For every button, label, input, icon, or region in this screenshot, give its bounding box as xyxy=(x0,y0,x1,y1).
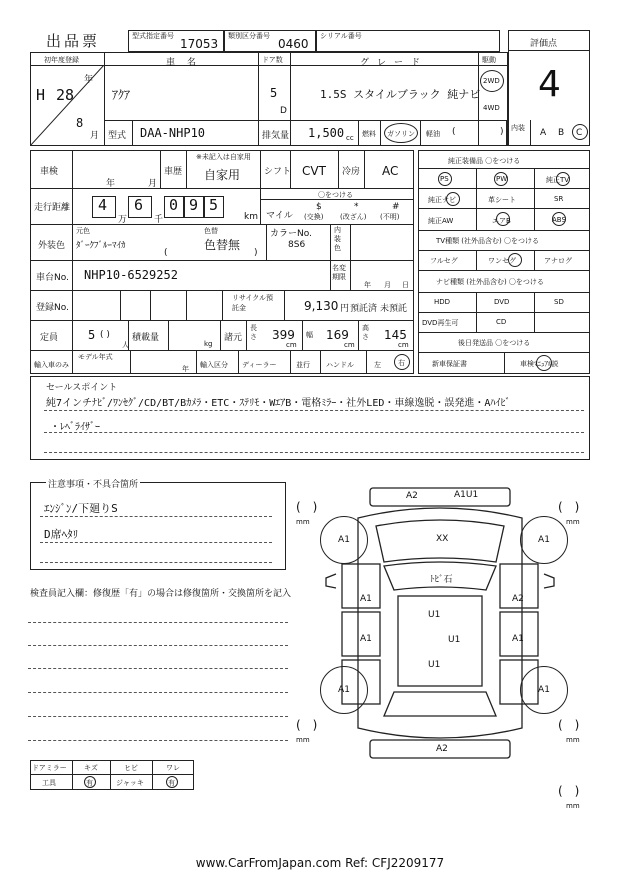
tread-front-left: ( ) xyxy=(296,500,318,514)
drive-label: 駆動 xyxy=(482,56,496,64)
mark-left-front-door: A1 xyxy=(360,594,372,604)
doors-value: 5 xyxy=(270,86,278,100)
grade-label: グレード xyxy=(360,58,429,68)
width-label: 幅 xyxy=(306,331,313,339)
score-value: 4 xyxy=(538,64,561,105)
nav-dvd[interactable]: DVD xyxy=(494,298,510,306)
width-value: 169 xyxy=(326,328,349,342)
sheet-title: 出品票 xyxy=(46,32,101,50)
tv-oneseg[interactable]: ワンセグ xyxy=(488,257,516,265)
class-number-value: 0460 xyxy=(278,37,309,51)
length-unit: cm xyxy=(286,341,297,349)
mark-right-rear-door: A1 xyxy=(512,634,524,644)
color-label: 外装色 xyxy=(38,241,66,251)
interior-a[interactable]: A xyxy=(540,128,547,138)
recycle-not[interactable]: 未預託 xyxy=(380,304,408,314)
shift-label: シフト xyxy=(264,167,292,177)
mileage-opt-exchange-sym: $ xyxy=(316,202,322,212)
mark-right-front-door: A2 xyxy=(512,594,524,604)
mileage-digit-3: 0 xyxy=(169,196,179,214)
height-value: 145 xyxy=(384,328,407,342)
oem-ps[interactable]: PS xyxy=(440,175,449,183)
first-reg-month: 8 xyxy=(76,116,84,130)
import-class-label: 輸入区分 xyxy=(200,361,228,369)
oem-tv[interactable]: 純正TV xyxy=(546,176,570,184)
nav-cd[interactable]: CD xyxy=(496,318,507,326)
displacement-unit: cc xyxy=(346,134,354,142)
first-reg-month-unit: 月 xyxy=(90,131,100,141)
drive-2wd[interactable]: 2WD xyxy=(483,77,500,85)
drive-4wd[interactable]: 4WD xyxy=(483,104,500,112)
fuel-gas[interactable]: ガソリン xyxy=(387,130,415,138)
mark-rear-bumper: A2 xyxy=(436,744,448,754)
model-label: 型式 xyxy=(108,131,127,141)
sales-point-label: セールスポイント xyxy=(46,383,118,393)
legend-scratch: キズ xyxy=(84,764,98,772)
serial-number-label: シリアル番号 xyxy=(320,32,362,40)
capacity-value: 5 xyxy=(88,328,96,342)
tv-title: TV種類 (社外品含む) 〇をつける xyxy=(436,237,539,245)
capacity-unit: 人 xyxy=(122,341,129,349)
mark-roof-u1: U1 xyxy=(428,610,441,620)
model-year-unit: 年 xyxy=(182,365,189,373)
tread-front-right: ( ) xyxy=(558,500,580,514)
recycle-done[interactable]: 預託済 xyxy=(350,304,378,314)
tread-spare-unit: mm xyxy=(566,802,580,810)
recycle-value: 9,130 xyxy=(304,299,339,313)
name-change-label: 名変期限 xyxy=(332,264,346,281)
wheel-rear-left xyxy=(320,666,368,714)
deadline-day: 日 xyxy=(402,281,409,289)
inspection-year-unit: 年 xyxy=(106,179,116,189)
mileage-opt-unknown[interactable]: (不明) xyxy=(380,213,400,221)
mark-front-right: A1 xyxy=(538,535,550,545)
fuel-paren-open: ( xyxy=(452,127,456,137)
sales-point-line2: ・ﾚﾍﾞﾗｲｻﾞｰ xyxy=(50,422,100,433)
mileage-opt-exchange[interactable]: (交換) xyxy=(304,213,324,221)
interior-b[interactable]: B xyxy=(558,128,565,138)
use-value: 自家用 xyxy=(204,168,241,182)
recycle-unit: 円 xyxy=(340,304,350,314)
recycle-label: リサイクル預託金 xyxy=(232,294,274,312)
legend-broken: ワレ xyxy=(166,764,180,772)
legend-mirror: ドアミラー xyxy=(32,764,67,772)
doors-unit: D xyxy=(280,106,287,116)
fuel-diesel[interactable]: 軽油 xyxy=(426,130,440,138)
repaint-paren-close: ) xyxy=(254,248,258,258)
type-number-value: 17053 xyxy=(180,37,219,51)
height-label: 高さ xyxy=(362,324,369,341)
class-number-label: 類別区分番号 xyxy=(228,32,270,40)
interior-c[interactable]: C xyxy=(576,128,583,138)
handle-label: ハンドル xyxy=(326,361,354,369)
sales-point-line1: 純7インチﾅﾋﾞ/ﾜﾝｾｸﾞ/CD/BT/Bｶﾒﾗ・ETC・ｽﾃﾘﾓ・WｴｱB・電格ﾐﾗｰ・社外LED・車線逸脱・誤発進・Aﾊｲﾋﾞ xyxy=(46,398,511,409)
inspector-label: 検査員記入欄：修復歴「有」の場合は修復箇所・交換箇所を記入 xyxy=(30,589,292,599)
mileage-digit-1: 4 xyxy=(98,196,108,214)
oem-pw[interactable]: PW xyxy=(496,175,508,183)
capacity-label: 定員 xyxy=(40,333,59,343)
use-note: ※未記入は自家用 xyxy=(196,153,251,161)
mark-hood: XX xyxy=(436,534,449,544)
capacity-paren: ( ) xyxy=(100,330,110,340)
mileage-unit: km xyxy=(244,212,258,222)
repaint-paren-open: ( xyxy=(164,248,168,258)
tread-front-right-unit: mm xyxy=(566,518,580,526)
ac-value: AC xyxy=(382,164,399,178)
repaint-value: 色替無 xyxy=(204,238,241,252)
mark-rear-left: A1 xyxy=(338,685,350,695)
length-label: 長さ xyxy=(250,324,257,341)
mileage-opt-tamper-sym: * xyxy=(354,202,359,212)
nav-dvd-play[interactable]: DVD再生可 xyxy=(422,319,459,327)
doc-warranty[interactable]: 新車保証書 xyxy=(432,360,467,368)
car-name-label: 車名 xyxy=(166,58,209,68)
mark-door-u1: U1 xyxy=(448,635,461,645)
chassis-value: NHP10-6529252 xyxy=(84,268,178,282)
oem-title: 純正装備品 〇をつける xyxy=(448,157,521,165)
mileage-sen: 千 xyxy=(154,215,164,225)
ac-label: 冷房 xyxy=(342,167,361,177)
first-reg-era: H xyxy=(36,86,46,104)
first-reg-year: 28 xyxy=(56,86,75,104)
tread-rear-right: ( ) xyxy=(558,718,580,732)
deadline-month: 月 xyxy=(384,281,391,289)
repaint-label: 色替 xyxy=(204,227,218,235)
length-value: 399 xyxy=(272,328,295,342)
doors-label: ドア数 xyxy=(262,56,283,64)
wheel-front-left xyxy=(320,516,368,564)
fuel-label: 燃料 xyxy=(362,130,376,138)
mileage-man: 万 xyxy=(118,215,128,225)
doc-title: 後日発送品 〇をつける xyxy=(458,339,531,347)
import-parallel[interactable]: 並行 xyxy=(296,361,310,369)
oem-sr[interactable]: SR xyxy=(554,195,564,203)
interior-color-label: 内装色 xyxy=(334,226,341,252)
car-name-value: ｱｸｱ xyxy=(112,88,131,102)
mileage-opt-mile[interactable]: マイル xyxy=(266,211,293,221)
color-no-value: 8S6 xyxy=(288,240,306,250)
nav-sd[interactable]: SD xyxy=(554,298,564,306)
handle-left[interactable]: 左 xyxy=(374,361,381,369)
first-reg-diagonal xyxy=(30,65,104,146)
footer-reference: www.CarFromJapan.com Ref: CFJ2209177 xyxy=(195,856,445,870)
mileage-opt-tamper[interactable]: (改ざん) xyxy=(340,213,367,221)
mark-front-bumper: A2 xyxy=(406,491,418,501)
mark-windshield: ﾄﾋﾞ石 xyxy=(430,575,453,585)
tv-analog[interactable]: アナログ xyxy=(544,257,572,265)
notes-label: 注意事項・不具合箇所 xyxy=(46,477,140,490)
first-reg-label: 初年度登録 xyxy=(44,56,79,64)
import-label: 輸入車のみ xyxy=(34,361,69,369)
nav-title: ナビ種類 (社外品含む) 〇をつける xyxy=(436,278,544,286)
legend-jack-yes: 有 xyxy=(168,779,175,787)
legend-tools-yes: 有 xyxy=(86,779,93,787)
model-year-label: モデル年式 xyxy=(78,353,113,361)
wheel-rear-right xyxy=(520,666,568,714)
orig-color-label: 元色 xyxy=(76,227,90,235)
tread-rear-left: ( ) xyxy=(296,718,318,732)
color-no-label: カラーNo. xyxy=(270,229,312,239)
mark-front-left: A1 xyxy=(338,535,350,545)
deadline-year: 年 xyxy=(364,281,371,289)
legend-crack: ヒビ xyxy=(124,764,138,772)
tread-rear-left-unit: mm xyxy=(296,736,310,744)
displacement-label: 排気量 xyxy=(262,131,290,141)
tread-rear-right-unit: mm xyxy=(566,736,580,744)
import-dealer[interactable]: ディーラー xyxy=(242,361,277,369)
interior-label: 内装 xyxy=(511,124,525,132)
color-value: ﾀﾞｰｸﾌﾞﾙｰﾏｲｶ xyxy=(76,241,126,251)
dim-label: 諸元 xyxy=(224,333,243,343)
legend-tools: 工具 xyxy=(42,779,56,787)
doc-manual[interactable]: 車検ﾏﾆｭｱﾙ説 xyxy=(520,360,559,368)
mileage-mark-label: 〇をつける xyxy=(318,191,353,199)
grade-value: 1.5S スタイルブラック 純ナビ xyxy=(320,88,481,101)
notes-line1: ｴﾝｼﾞﾝ/下廻りS xyxy=(44,502,118,515)
chassis-label: 車台No. xyxy=(36,273,69,283)
notes-line2: D席ﾍﾀﾘ xyxy=(44,528,79,541)
shift-value: CVT xyxy=(302,164,326,178)
oem-nav[interactable]: 純正ナビ xyxy=(428,196,456,204)
inspection-month-unit: 月 xyxy=(148,179,158,189)
mileage-digit-5: 5 xyxy=(209,196,219,214)
model-value: DAA-NHP10 xyxy=(140,126,206,140)
handle-right[interactable]: 右 xyxy=(398,359,405,367)
width-unit: cm xyxy=(344,341,355,349)
use-label: 車歴 xyxy=(164,167,183,177)
legend-jack: ジャッキ xyxy=(116,779,144,787)
oem-abs[interactable]: ABS xyxy=(552,216,566,224)
oem-aw[interactable]: 純正AW xyxy=(428,217,454,225)
mileage-opt-unknown-sym: # xyxy=(392,202,400,212)
inspection-label: 車検 xyxy=(40,167,59,177)
mileage-digit-4: 9 xyxy=(189,196,199,214)
tv-fullseg[interactable]: フルセグ xyxy=(430,257,458,265)
wheel-front-right xyxy=(520,516,568,564)
mark-roof-u1b: U1 xyxy=(428,660,441,670)
oem-leather[interactable]: 革シート xyxy=(488,196,516,204)
reg-label: 登録No. xyxy=(36,303,69,313)
tread-front-left-unit: mm xyxy=(296,518,310,526)
nav-hdd[interactable]: HDD xyxy=(434,298,451,306)
mark-rear-right: A1 xyxy=(538,685,550,695)
load-unit: kg xyxy=(204,340,213,348)
mark-front-bumper-2: A1U1 xyxy=(454,490,479,500)
height-unit: cm xyxy=(398,341,409,349)
mileage-label: 走行距離 xyxy=(34,203,71,213)
first-reg-year-unit: 年 xyxy=(84,75,94,85)
load-label: 積載量 xyxy=(132,333,160,343)
tread-spare: ( ) xyxy=(558,784,580,798)
mileage-digit-2: 6 xyxy=(134,196,144,214)
type-number-label: 型式指定番号 xyxy=(132,32,174,40)
mark-left-rear-door: A1 xyxy=(360,634,372,644)
displacement-value: 1,500 xyxy=(308,126,345,140)
fuel-paren-close: ) xyxy=(500,127,504,137)
oem-airbag[interactable]: エアB xyxy=(492,217,511,225)
score-label: 評価点 xyxy=(530,39,558,49)
